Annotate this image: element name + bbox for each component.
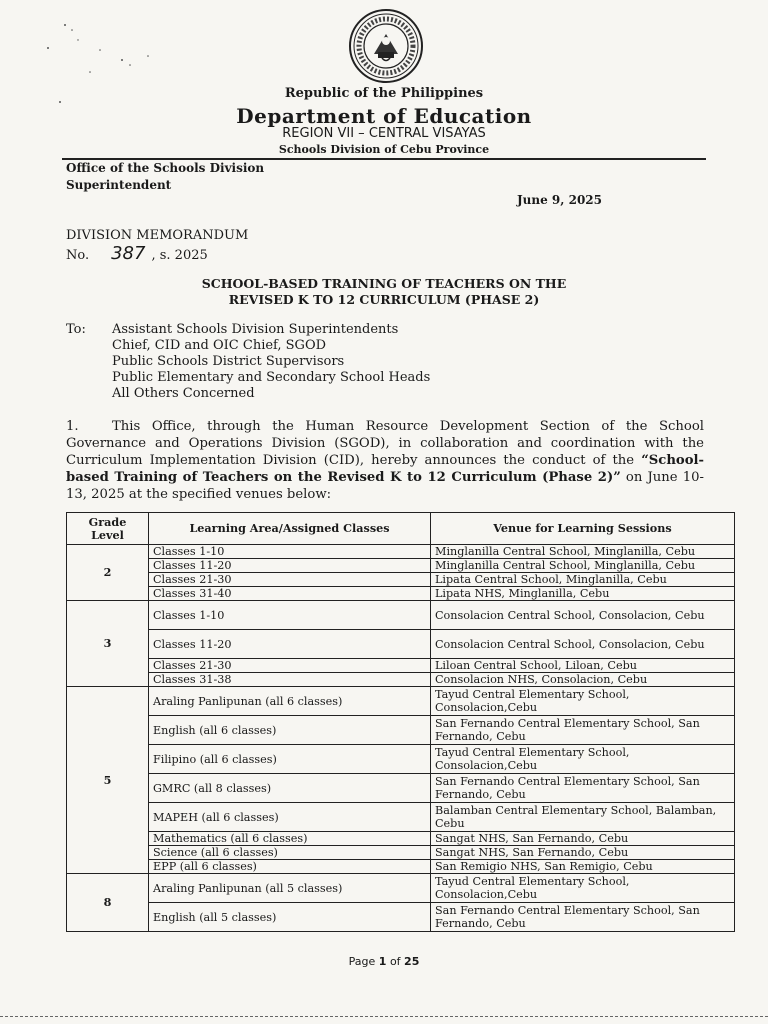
region-heading: REGION VII – CENTRAL VISAYAS [282,126,486,141]
grade-cell: 8 [67,874,149,932]
area-cell: Classes 21-30 [149,659,431,673]
area-cell: Classes 1-10 [149,601,431,630]
recipient-item: Public Schools District Supervisors [112,354,345,369]
to-label: To: [66,322,86,337]
area-cell: Classes 21-30 [149,573,431,587]
area-cell: Classes 31-38 [149,673,431,687]
venue-cell: Lipata NHS, Minglanilla, Cebu [431,587,735,601]
table-row [67,903,735,932]
memo-date: June 9, 2025 [516,193,602,207]
area-cell: Araling Panlipunan (all 5 classes) [149,874,431,903]
venue-cell: Consolacion Central School, Consolacion, Cebu [431,601,735,630]
table-row [67,587,735,601]
venue-cell: San Fernando Central Elementary School, San Fernando, Cebu [431,903,735,932]
memo-title: DIVISION MEMORANDUM [66,228,249,243]
venue-cell: Tayud Central Elementary School, Consolacion,Cebu [431,745,735,774]
training-title: “School-based Training of Teachers on the Revised K to 12 Curriculum (Phase 2)” [66,453,704,485]
subject-line-1: SCHOOL-BASED TRAINING OF TEACHERS ON THE [201,276,567,291]
table-row [67,774,735,803]
table-row [67,659,735,673]
recipient-item: All Others Concerned [112,386,255,401]
memo-series: , s. 2025 [151,248,208,263]
venue-table [66,512,735,932]
area-cell: Classes 11-20 [149,559,431,573]
recipient-item: Assistant Schools Division Superintendents [112,322,399,337]
department-heading: Department of Education [236,104,532,128]
area-cell: EPP (all 6 classes) [149,860,431,874]
table-row [67,874,735,903]
grade-cell: 2 [67,545,149,601]
page-footer [0,955,768,968]
page-label: Page [348,955,376,968]
table-row [67,687,735,716]
page-total: 25 [404,955,420,968]
venue-cell: Minglanilla Central School, Minglanilla, Cebu [431,545,735,559]
memo-number: 387 [111,243,146,264]
header-grade: Grade Level [67,513,149,545]
subject-line-2: REVISED K TO 12 CURRICULUM (PHASE 2) [228,292,540,307]
table-row [67,860,735,874]
table-header-row [67,513,735,545]
venue-cell: Sangat NHS, San Fernando, Cebu [431,832,735,846]
area-cell: English (all 6 classes) [149,716,431,745]
venue-cell: San Remigio NHS, San Remigio, Cebu [431,860,735,874]
area-cell: Mathematics (all 6 classes) [149,832,431,846]
venue-cell: Lipata Central School, Minglanilla, Cebu [431,573,735,587]
recipient-list [112,322,430,402]
memo-no-label: No. [66,248,90,263]
grade-cell: 3 [67,601,149,687]
deped-seal-icon [348,8,424,84]
paragraph-1 [66,418,704,503]
venue-cell: San Fernando Central Elementary School, San Fernando, Cebu [431,774,735,803]
venue-cell: Tayud Central Elementary School, Consolacion,Cebu [431,874,735,903]
paragraph-text-a: This Office, through the Human Resource Development Section of the School Governance and Operations Division (SGOD), in collaboration and coordination with the Curriculum Implementation Division (CID), hereby announces the conduct of the [66,419,704,468]
area-cell: Classes 1-10 [149,545,431,559]
venue-cell: Tayud Central Elementary School, Consolacion,Cebu [431,687,735,716]
header-venue: Venue for Learning Sessions [431,513,735,545]
table-row [67,573,735,587]
area-cell: Science (all 6 classes) [149,846,431,860]
table-row [67,745,735,774]
area-cell: Araling Panlipunan (all 6 classes) [149,687,431,716]
table-row [67,803,735,832]
venue-cell: Liloan Central School, Liloan, Cebu [431,659,735,673]
venue-cell: Minglanilla Central School, Minglanilla, Cebu [431,559,735,573]
memo-subject [100,276,668,308]
table-row [67,673,735,687]
area-cell: English (all 5 classes) [149,903,431,932]
venue-cell: Consolacion Central School, Consolacion, Cebu [431,630,735,659]
republic-heading: Republic of the Philippines [284,86,484,101]
table-row [67,559,735,573]
venue-cell: San Fernando Central Elementary School, San Fernando, Cebu [431,716,735,745]
division-heading: Schools Division of Cebu Province [278,143,490,156]
table-row [67,716,735,745]
paragraph-number: 1. [66,419,79,434]
page-number: 1 [378,955,387,968]
table-row [67,601,735,630]
memo-number-block [66,227,248,265]
header-area: Learning Area/Assigned Classes [149,513,431,545]
recipient-item: Chief, CID and OIC Chief, SGOD [112,338,327,353]
venue-cell: Balamban Central Elementary School, Balamban, Cebu [431,803,735,832]
office-line-1: Office of the Schools Division [66,161,265,175]
area-cell: Classes 11-20 [149,630,431,659]
recipient-item: Public Elementary and Secondary School Heads [112,370,431,385]
office-label [66,160,286,194]
venue-cell: Consolacion NHS, Consolacion, Cebu [431,673,735,687]
bottom-rule [0,1016,768,1017]
grade-cell: 5 [67,687,149,874]
page-of-label: of [389,955,401,968]
table-row [67,832,735,846]
area-cell: Filipino (all 6 classes) [149,745,431,774]
area-cell: MAPEH (all 6 classes) [149,803,431,832]
paragraph-text-b: on June 10-13, 2025 at the specified venues below: [66,470,704,502]
table-row [67,846,735,860]
area-cell: GMRC (all 8 classes) [149,774,431,803]
venue-cell: Sangat NHS, San Fernando, Cebu [431,846,735,860]
office-line-2: Superintendent [66,178,172,192]
area-cell: Classes 31-40 [149,587,431,601]
table-row [67,630,735,659]
table-row [67,545,735,559]
